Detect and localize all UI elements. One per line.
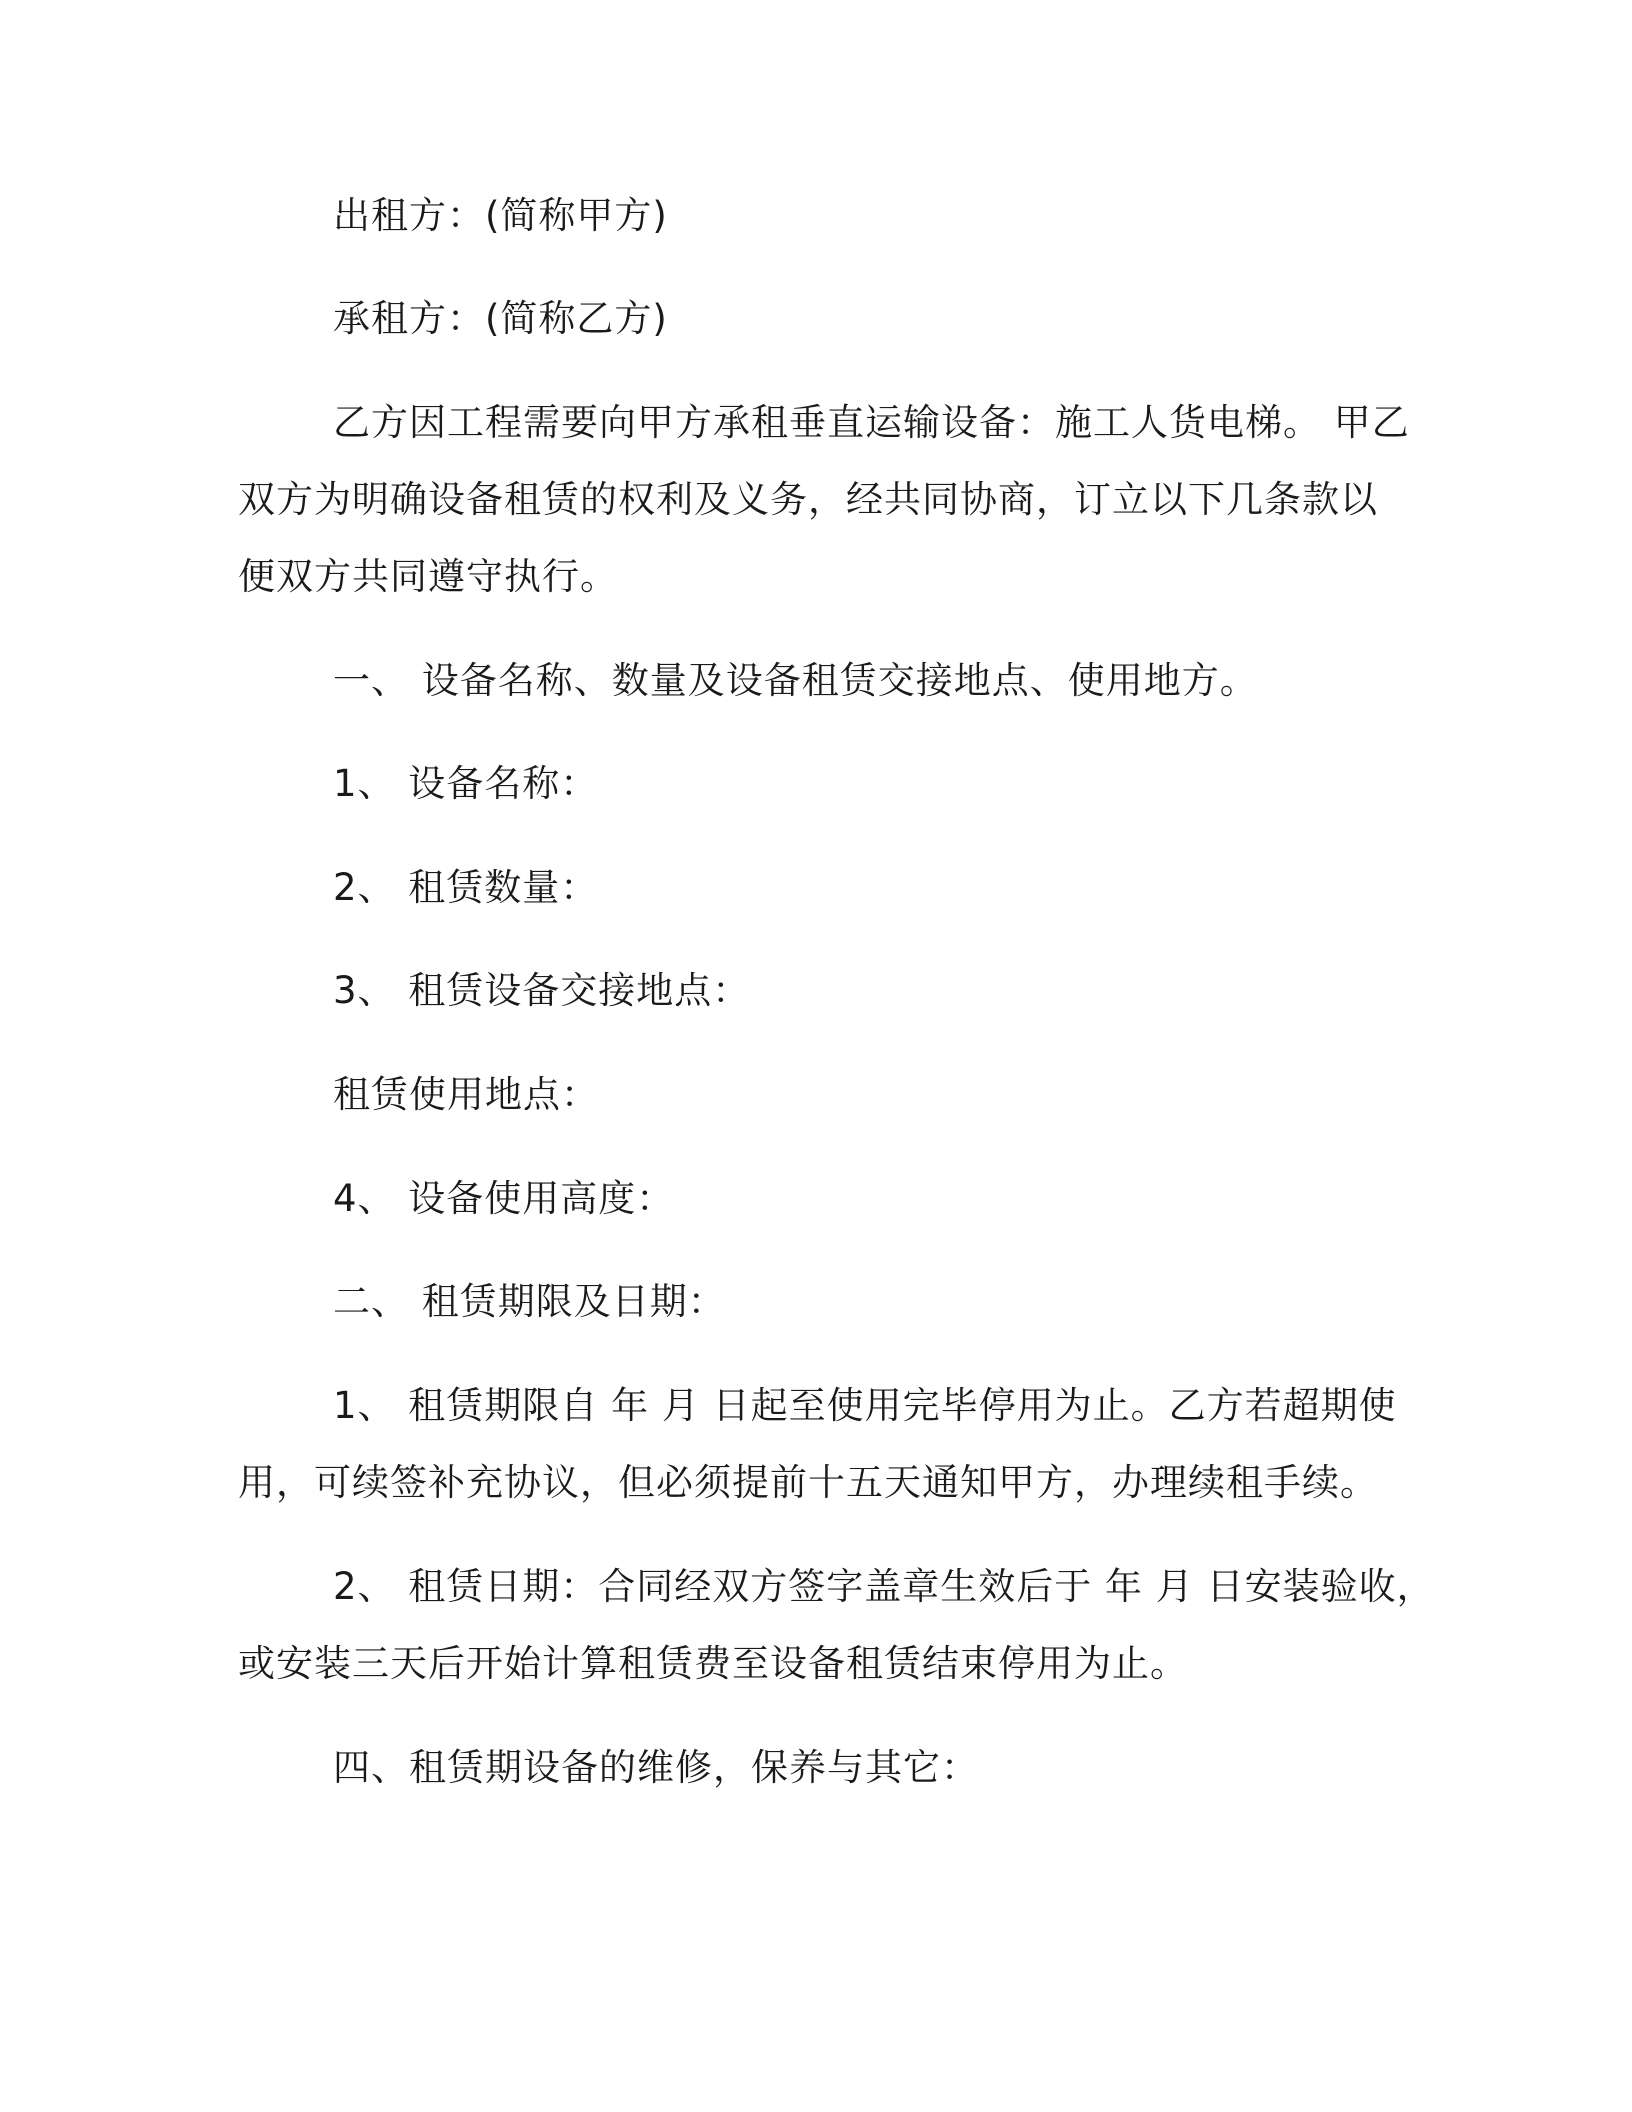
lessor-line: 出租方：(简称甲方) xyxy=(333,194,668,237)
section-1-heading: 一、 设备名称、数量及设备租赁交接地点、使用地方。 xyxy=(333,659,1258,702)
item-usage-height: 4、 设备使用高度： xyxy=(333,1177,675,1220)
preamble-line-3: 便双方共同遵守执行。 xyxy=(238,555,618,598)
item-handover-location: 3、 租赁设备交接地点： xyxy=(333,969,751,1012)
term-clause-line-1: 1、 租赁期限自 年 月 日起至使用完毕停用为止。乙方若超期使 xyxy=(333,1384,1397,1427)
item-usage-location: 租赁使用地点： xyxy=(333,1073,599,1116)
item-lease-quantity: 2、 租赁数量： xyxy=(333,866,599,909)
section-4-heading: 四、租赁期设备的维修，保养与其它： xyxy=(333,1746,979,1789)
date-clause-line-2: 或安装三天后开始计算租赁费至设备租赁结束停用为止。 xyxy=(238,1642,1188,1685)
date-clause-line-1: 2、 租赁日期：合同经双方签字盖章生效后于 年 月 日安装验收， xyxy=(333,1565,1435,1608)
item-equipment-name: 1、 设备名称： xyxy=(333,762,599,805)
lessee-line: 承租方：(简称乙方) xyxy=(333,297,668,340)
term-clause-line-2: 用，可续签补充协议，但必须提前十五天通知甲方，办理续租手续。 xyxy=(238,1461,1378,1504)
preamble-line-2: 双方为明确设备租赁的权利及义务，经共同协商，订立以下几条款以 xyxy=(238,478,1378,521)
section-2-heading: 二、 租赁期限及日期： xyxy=(333,1280,726,1323)
preamble-line-1: 乙方因工程需要向甲方承租垂直运输设备：施工人货电梯。 甲乙 xyxy=(333,401,1410,444)
